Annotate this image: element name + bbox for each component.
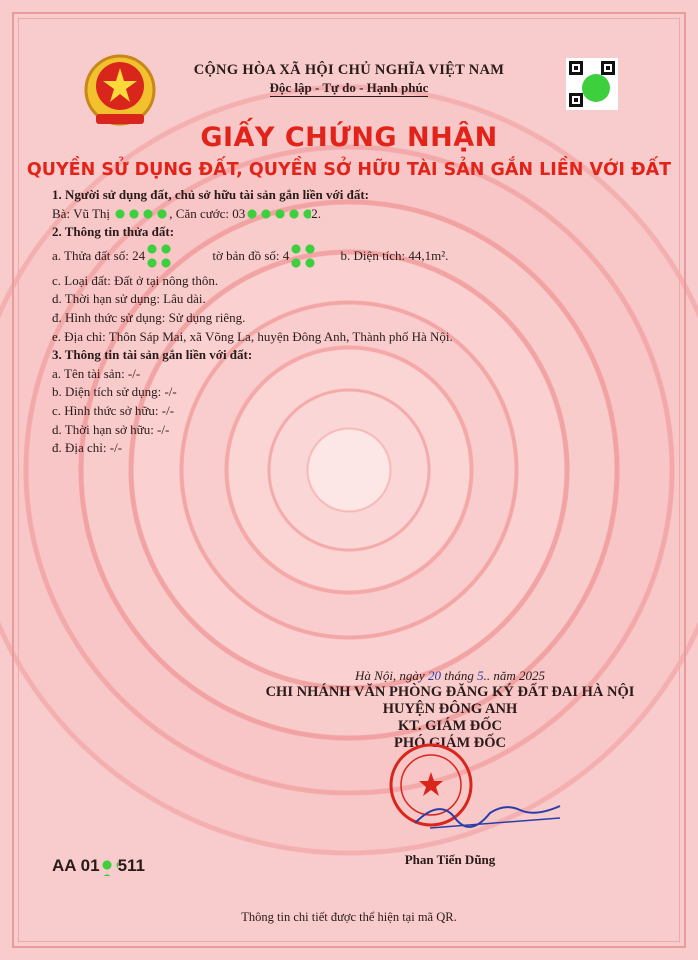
owner-prefix: Bà: Vũ Thị [52, 205, 111, 221]
office-line-2: HUYỆN ĐÔNG ANH [382, 701, 518, 717]
date-year: năm 2025 [493, 668, 545, 683]
redacted-owner-name [113, 207, 169, 223]
section1-heading: 1. Người sử dụng đất, chủ sở hữu tài sản gắn liền với đất: [52, 187, 369, 202]
parcel-line [52, 242, 652, 272]
map-prefix: tờ bản đồ số: 4 [212, 247, 290, 263]
parcel-prefix: a. Thửa đất số: 24 [52, 247, 146, 263]
certificate-subtitle: QUYỀN SỬ DỤNG ĐẤT, QUYỀN SỞ HỮU TÀI SẢN GẮN LIỀN VỚI ĐẤT [26, 160, 672, 180]
redacted-id-number [245, 207, 311, 223]
area-value: b. Diện tích: 44,1m². [340, 247, 449, 263]
section2-heading: 2. Thông tin thửa đất: [52, 224, 175, 240]
redacted-parcel-number [145, 242, 175, 272]
signer-name: Phan Tiến Dũng [404, 852, 496, 867]
asset-ownership-form: c. Hình thức sở hữu: -/- [52, 402, 175, 418]
date-day: 20 [427, 668, 441, 683]
certificate-title: GIẤY CHỨNG NHẬN [200, 122, 498, 153]
national-motto [0, 80, 698, 96]
office-line-3: KT. GIÁM ĐỐC [397, 718, 503, 734]
certificate-body [52, 186, 652, 458]
owner-line [52, 205, 652, 224]
usage-form: đ. Hình thức sử dụng: Sử dụng riêng. [52, 309, 246, 325]
asset-area: b. Diện tích sử dụng: -/- [52, 384, 177, 400]
qr-footer-note: Thông tin chi tiết được thể hiện tại mã QR. [241, 910, 457, 924]
id-prefix: , Căn cước: 03 [169, 205, 246, 221]
issue-date: Hà Nội, ngày 20 tháng 5.. năm 2025 [355, 668, 545, 683]
office-line-4: PHÓ GIÁM ĐỐC [394, 735, 506, 751]
serial-prefix: AA 01 [52, 856, 100, 875]
asset-address: đ. Địa chỉ: -/- [52, 440, 123, 456]
redacted-serial [100, 858, 118, 876]
asset-ownership-term: d. Thời hạn sở hữu: -/- [52, 421, 170, 437]
month-prefix: tháng [444, 668, 474, 683]
office-line-1: CHI NHÁNH VĂN PHÒNG ĐĂNG KÝ ĐẤT ĐAI HÀ NỘI [265, 684, 635, 700]
inner-border [18, 18, 680, 942]
land-type: c. Loại đất: Đất ở tại nông thôn. [52, 272, 219, 288]
nation-name: CỘNG HÒA XÃ HỘI CHỦ NGHĨA VIỆT NAM [193, 62, 505, 78]
asset-name: a. Tên tài sản: -/- [52, 365, 141, 381]
date-prefix: Hà Nội, ngày [355, 668, 425, 683]
id-suffix: 2. [311, 205, 322, 221]
motto-text: Độc lập - Tự do - Hạnh phúc [269, 80, 429, 95]
serial-suffix: 511 [117, 856, 145, 875]
signature-scribble-icon [410, 788, 570, 838]
date-month: 5 [477, 668, 484, 683]
section3-heading: 3. Thông tin tài sản gắn liền với đất: [52, 347, 253, 363]
serial-number [52, 856, 145, 876]
parcel-address: e. Địa chỉ: Thôn Sáp Mai, xã Võng La, huyện Đông Anh, Thành phố Hà Nội. [52, 328, 453, 344]
use-term: d. Thời hạn sử dụng: Lâu dài. [52, 291, 206, 307]
redacted-map-number [289, 242, 319, 272]
